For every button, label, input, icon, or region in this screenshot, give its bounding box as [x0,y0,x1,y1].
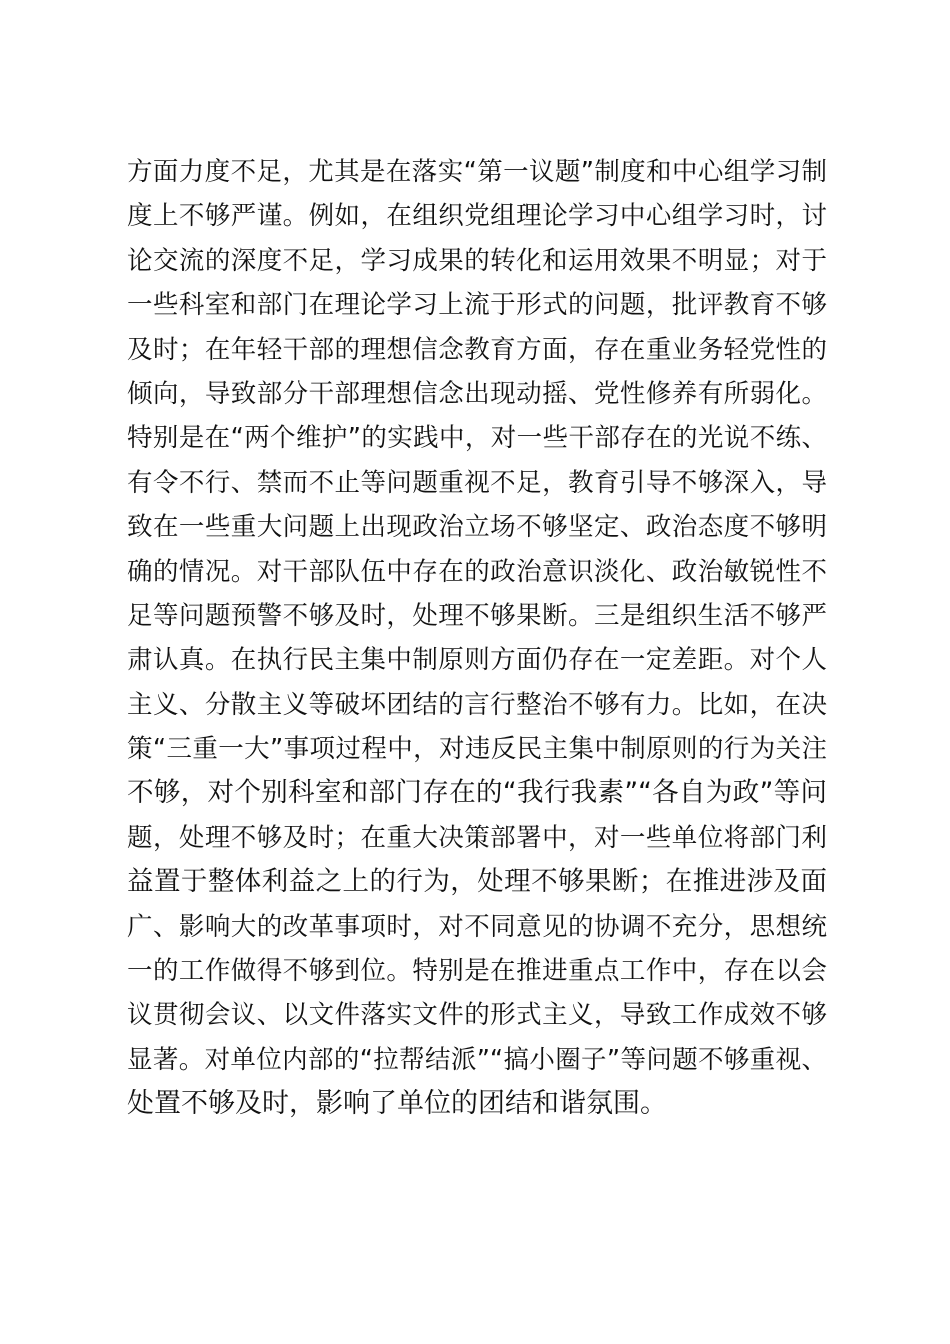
body-paragraph [127,150,827,1127]
text-line: 确的情况。对干部队伍中存在的政治意识淡化、政治敏锐性不 [127,556,827,587]
text-line: 度上不够严谨。例如，在组织党组理论学习中心组学习时，讨 [127,201,827,232]
text-line: 不够，对个别科室和部门存在的“我行我素”“各自为政”等问 [127,777,827,809]
text-line: 策“三重一大”事项过程中，对违反民主集中制原则的行为关注 [127,734,827,765]
text-line: 主义、分散主义等破坏团结的言行整治不够有力。比如，在决 [127,689,827,720]
text-line: 显著。对单位内部的“拉帮结派”“搞小圈子”等问题不够重视、 [127,1044,827,1075]
text-line: 一的工作做得不够到位。特别是在推进重点工作中，存在以会 [127,956,827,987]
text-line: 有令不行、禁而不止等问题重视不足，教育引导不够深入，导 [127,467,827,498]
text-line: 益置于整体利益之上的行为，处理不够果断；在推进涉及面 [127,866,827,898]
text-line: 足等问题预警不够及时，处理不够果断。三是组织生活不够严 [127,600,827,631]
text-line: 特别是在“两个维护”的实践中，对一些干部存在的光说不练、 [127,423,827,454]
text-line: 广、影响大的改革事项时，对不同意见的协调不充分，思想统 [127,911,827,942]
text-line: 致在一些重大问题上出现政治立场不够坚定、政治态度不够明 [127,512,827,543]
text-line: 议贯彻会议、以文件落实文件的形式主义，导致工作成效不够 [127,1000,827,1031]
text-line: 题，处理不够及时；在重大决策部署中，对一些单位将部门利 [127,822,827,853]
text-line: 肃认真。在执行民主集中制原则方面仍存在一定差距。对个人 [127,645,827,676]
text-line: 论交流的深度不足，学习成果的转化和运用效果不明显；对于 [127,245,827,276]
text-line: 方面力度不足，尤其是在落实“第一议题”制度和中心组学习制 [127,157,827,187]
text-line: 一些科室和部门在理论学习上流于形式的问题，批评教育不够 [127,290,827,321]
text-line: 倾向，导致部分干部理想信念出现动摇、党性修养有所弱化。 [127,378,827,409]
text-line: 处置不够及时，影响了单位的团结和谐氛围。 [127,1088,667,1120]
text-line: 及时；在年轻干部的理想信念教育方面，存在重业务轻党性的 [127,334,827,365]
